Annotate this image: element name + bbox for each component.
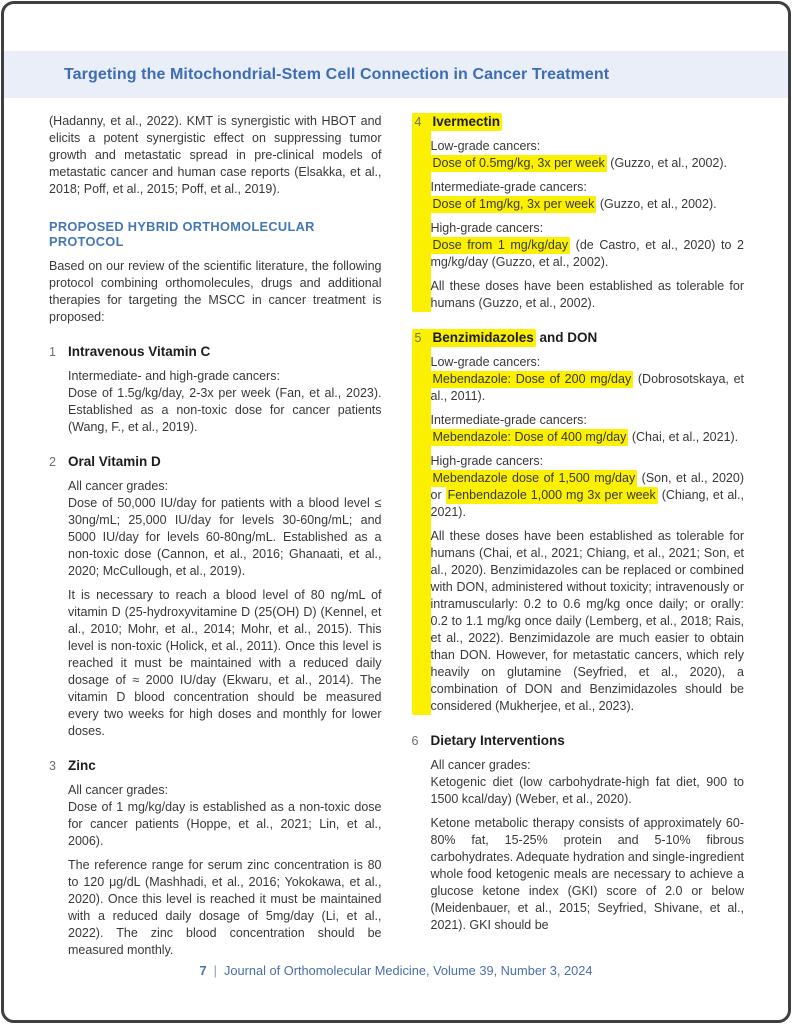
- item-paragraph: [68, 368, 382, 436]
- text-segment: Oral Vitamin D: [68, 454, 161, 469]
- page-footer: [4, 963, 788, 978]
- grade-label: All cancer grades:: [68, 479, 169, 493]
- grade-label: Intermediate- and high-grade cancers:: [68, 369, 280, 383]
- item-body: [431, 732, 745, 934]
- grade-label: High-grade cancers:: [430, 454, 544, 468]
- item-paragraph: [431, 278, 745, 312]
- column-left: [49, 113, 382, 959]
- footer-separator: |: [213, 963, 217, 978]
- journal-citation: Journal of Orthomolecular Medicine, Volume 39, Number 3, 2024: [223, 963, 593, 978]
- text-segment: It is necessary to reach a blood level of 80 ng/mL of vitamin D (25-hydroxyvitamine D (25(OH) D) (Kennel, et al., 2010; Mohr, et al., 2014; Mohr, et al., 2015). This level is non-toxic (Holick, et al., 2011). Once this level is reached it must be maintained with a reduced daily dosage of ≈ 2000 IU/day (Ekwaru, et al., 2014). The vitamin D blood concentration should be measured every two weeks for high doses and monthly for lower doses.: [68, 588, 382, 738]
- section-heading: PROPOSED HYBRID ORTHOMOLECULAR PROTOCOL: [49, 219, 315, 249]
- paragraph: [49, 113, 382, 198]
- grade-label: Low-grade cancers:: [430, 355, 541, 369]
- item-title: [68, 453, 382, 470]
- text-segment: (Chiang, et al., 2021).: [430, 488, 744, 519]
- item-paragraph: [431, 138, 745, 172]
- highlighted-text: Dose from 1 mg/kg/day: [432, 238, 569, 252]
- text-segment: Based on our review of the scientific literature, the following protocol combining orthomolecules, drugs and additional therapies for targeting the MSCC in cancer treatment is proposed:: [49, 259, 382, 324]
- item-paragraph: [68, 478, 382, 580]
- text-segment: Ketogenic diet (low carbohydrate-high fat diet, 900 to 1500 kcal/day) (Weber, et al., 2020).: [430, 775, 744, 806]
- protocol-item-2: [49, 453, 382, 740]
- item-number: 6: [411, 734, 419, 748]
- item-body: [431, 113, 745, 312]
- item-paragraph: [68, 857, 382, 959]
- page: [1, 1, 791, 1023]
- text-segment: Dose of 1 mg/kg/day is established as a non-toxic dose for cancer patients (Hoppe, et al., 2021; Lin, et al., 2006).: [68, 800, 382, 848]
- protocol-item-6: [412, 732, 745, 934]
- item-body: [431, 329, 745, 715]
- item-paragraph: [431, 412, 745, 446]
- text-segment: Intravenous Vitamin C: [68, 344, 211, 359]
- highlighted-text: Mebendazole dose of 1,500 mg/day: [432, 471, 636, 485]
- item-paragraph: [431, 179, 745, 213]
- text-segment: (Son, et al., 2020) or: [430, 471, 744, 502]
- paragraph: [49, 258, 382, 326]
- highlighted-text: Ivermectin: [432, 114, 501, 129]
- item-paragraph: [431, 528, 745, 715]
- item-title: [431, 732, 745, 749]
- item-title: [431, 329, 745, 346]
- grade-label: All cancer grades:: [430, 758, 531, 772]
- highlighted-text: Mebendazole: Dose of 400 mg/day: [432, 430, 627, 444]
- text-segment: (Guzzo, et al., 2002).: [606, 156, 728, 170]
- highlighted-text: Benzimidazoles: [432, 330, 534, 345]
- text-segment: Dose of 1.5g/kg/day, 2-3x per week (Fan, et al., 2023). Established as a non-toxic dose for cancer patients (Wang, F., et al., 2019).: [68, 386, 382, 434]
- text-segment: Zinc: [68, 758, 96, 773]
- protocol-item-3: [49, 757, 382, 959]
- text-segment: Ketone metabolic therapy consists of approximately 60-80% fat, 15-25% protein and 5-10% fibrous carbohydrates. Adequate hydration and single-ingredient whole food ketogenic meals are necessary to achieve a glucose ketone index (GKI) score of 2.0 or below (Meidenbauer, et al., 2015; Seyfried, Shivane, et al., 2021). GKI should be: [430, 816, 744, 932]
- grade-label: Low-grade cancers:: [430, 139, 541, 153]
- item-body: [68, 343, 382, 436]
- protocol-item-1: [49, 343, 382, 436]
- item-body: [68, 757, 382, 959]
- protocol-item-4: [412, 113, 745, 312]
- item-title: [68, 757, 382, 774]
- item-paragraph: [431, 220, 745, 271]
- item-number: 1: [49, 345, 56, 359]
- item-paragraph: [68, 782, 382, 850]
- highlighted-text: Dose of 1mg/kg, 3x per week: [432, 197, 595, 211]
- text-segment: All these doses have been established as tolerable for humans (Chai, et al., 2021; Chiang, et al., 2021; Son, et al., 2020). Benzimidazoles can be replaced or combined with DON, administered without toxicity; intravenously or intramuscularly: 0.2 to 0.6 mg/kg once daily; or orally: 0.2 to 1.1 mg/kg once daily (Lemberg, et al., 2018; Rais, et al., 2022). Benzimidazole are much easier to obtain than DON. However, for metastatic cancers, which rely heavily on glutamine (Seyfried, et al., 2020), a combination of DON and Benzimidazoles should be considered (Mukherjee, et al., 2023).: [430, 529, 744, 713]
- protocol-item-5: [412, 329, 745, 715]
- item-paragraph: [431, 354, 745, 405]
- text-segment: (de Castro, et al., 2020) to 2 mg/kg/day (Guzzo, et al., 2002).: [430, 238, 745, 269]
- item-paragraph: [431, 453, 745, 521]
- highlighted-text: Mebendazole: Dose of 200 mg/day: [432, 372, 632, 386]
- text-segment: (Dobrosotskaya, et al., 2011).: [430, 372, 744, 403]
- item-number: 3: [49, 759, 56, 773]
- text-segment: and DON: [535, 330, 598, 345]
- page-number: 7: [199, 963, 207, 978]
- content: [4, 98, 788, 959]
- item-paragraph: [431, 757, 745, 808]
- column-right: [412, 113, 745, 959]
- item-number: 4: [412, 113, 431, 312]
- text-segment: (Hadanny, et al., 2022). KMT is synergistic with HBOT and elicits a potent synergistic effect on suppressing tumor growth and metastatic spread in pre-clinical models of metastatic cancer and human case reports (Elsakka, et al., 2018; Poff, et al., 2015; Poff, et al., 2019).: [49, 114, 382, 196]
- item-number: 2: [49, 455, 56, 469]
- text-segment: Dose of 50,000 IU/day for patients with a blood level ≤ 30ng/mL; 25,000 IU/day for levels 30-60ng/mL; and 5000 IU/day for levels 60-80ng/mL. Established as a non-toxic dose (Cannon, et al., 2016; Ghanaati, et al., 2020; McCullough, et al., 2019).: [68, 496, 382, 578]
- text-segment: (Chai, et al., 2021).: [628, 430, 739, 444]
- text-segment: All these doses have been established as tolerable for humans (Guzzo, et al., 2002).: [430, 279, 744, 310]
- text-segment: Dietary Interventions: [430, 733, 565, 748]
- item-number: 5: [412, 329, 431, 715]
- text-segment: The reference range for serum zinc concentration is 80 to 120 μg/dL (Mashhadi, et al., 2016; Yokokawa, et al., 2020). Once this level is reached it must be maintained with a reduced daily dosage of 5mg/day (Li, et al., 2022). The zinc blood concentration should be measured monthly.: [68, 858, 382, 957]
- grade-label: Intermediate-grade cancers:: [430, 413, 587, 427]
- page-header: [4, 51, 788, 98]
- item-title: [68, 343, 382, 360]
- item-paragraph: [431, 815, 745, 934]
- page-title: Targeting the Mitochondrial-Stem Cell Connection in Cancer Treatment: [64, 65, 610, 83]
- grade-label: High-grade cancers:: [430, 221, 544, 235]
- grade-label: All cancer grades:: [68, 783, 169, 797]
- text-segment: (Guzzo, et al., 2002).: [596, 197, 717, 211]
- item-title: [431, 113, 745, 130]
- grade-label: Intermediate-grade cancers:: [430, 180, 587, 194]
- highlighted-text: Fenbendazole 1,000 mg 3x per week: [447, 488, 656, 502]
- highlighted-text: Dose of 0.5mg/kg, 3x per week: [432, 156, 605, 170]
- item-paragraph: [68, 587, 382, 740]
- item-body: [68, 453, 382, 740]
